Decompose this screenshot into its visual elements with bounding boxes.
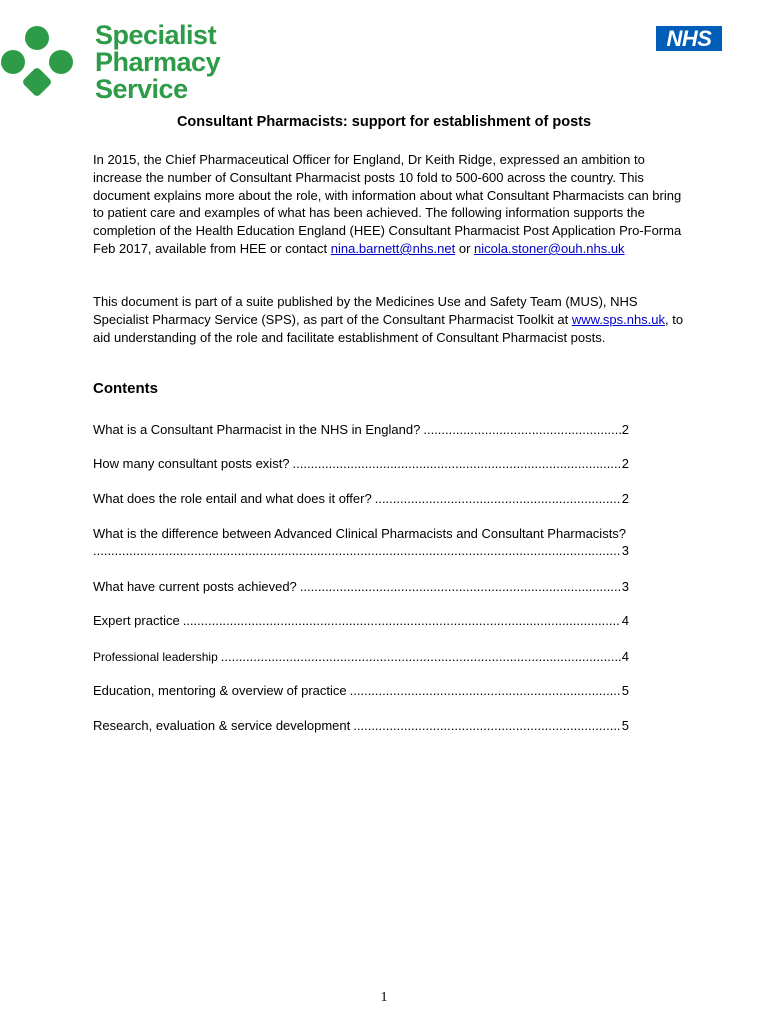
toc-entry-page: 4	[621, 613, 629, 628]
toc-entry[interactable]	[93, 525, 629, 559]
toc-entry[interactable]	[93, 612, 629, 629]
suite-text-after: , to aid understanding of the role and facilitate establishment of Consultant Pharmacist posts.	[93, 311, 684, 345]
contents-heading: Contents	[93, 380, 158, 397]
toc-entry-title: What is a Consultant Pharmacist in the NHS in England?	[93, 422, 421, 437]
toc-entry[interactable]	[93, 490, 629, 507]
toc-entry-title: What have current posts achieved?	[93, 579, 297, 594]
toc-entry[interactable]	[93, 682, 629, 699]
toc-entry-page: 5	[621, 718, 629, 733]
toc-entry-page: 3	[621, 543, 629, 558]
intro-paragraph	[93, 151, 693, 258]
logo-line-3: Service	[95, 74, 188, 104]
toc-entry-title: What does the role entail and what does it offer?	[93, 491, 372, 506]
toc-entry-title: Professional leadership	[93, 650, 218, 664]
page-number: 1	[380, 990, 388, 1005]
logo-line-1: Specialist	[95, 20, 217, 50]
toc-entry-page: 2	[621, 456, 629, 471]
toc-entry[interactable]	[93, 648, 629, 666]
toc-entry[interactable]	[93, 455, 629, 472]
toc-entry-page: 3	[621, 579, 629, 594]
document-title: Consultant Pharmacists: support for establishment of posts	[176, 114, 592, 130]
toc-entry[interactable]	[93, 578, 629, 595]
sps-logo-text	[95, 22, 220, 103]
toc-entry-title: Education, mentoring & overview of practice	[93, 683, 347, 698]
toc-entry-title: Expert practice	[93, 613, 180, 628]
toc-entry-title: Research, evaluation & service development	[93, 718, 351, 733]
toc-entry-page: 5	[621, 683, 629, 698]
toc-entry-page: 2	[621, 422, 629, 437]
sps-website-link[interactable]: www.sps.nhs.uk	[571, 311, 666, 327]
toc-entry-page: 4	[621, 649, 629, 664]
toc-entry[interactable]	[93, 421, 629, 438]
sps-logo-mark-icon	[0, 24, 76, 96]
email-link-nina[interactable]: nina.barnett@nhs.net	[330, 240, 456, 256]
suite-paragraph	[93, 293, 693, 346]
intro-text: In 2015, the Chief Pharmaceutical Officer for England, Dr Keith Ridge, expressed an ambition to increase the number of Consultant Pharmacist posts 10 fold to 500-600 across the country. This document explains more about the role, with information about what Consultant Pharmacists can bring to patient care and examples of what has been achieved. The following information supports the completion of the Health Education England (HEE) Consultant Pharmacist Post Application Pro-Forma Feb 2017, available from HEE or contact	[93, 152, 682, 256]
toc-entry-title: How many consultant posts exist?	[93, 456, 290, 471]
toc-entry-page: 2	[621, 491, 629, 506]
email-link-nicola[interactable]: nicola.stoner@ouh.nhs.uk	[474, 240, 625, 256]
toc-entry[interactable]	[93, 717, 629, 734]
toc-entry-title: What is the difference between Advanced Clinical Pharmacists and Consultant Pharmacists?	[93, 526, 627, 541]
or-text: or	[455, 240, 475, 256]
logo-line-2: Pharmacy	[95, 47, 221, 77]
nhs-logo: NHS	[656, 26, 722, 51]
suite-text: This document is part of a suite published by the Medicines Use and Safety Team (MUS), NHS Specialist Pharmacy Service (SPS), as part of the Consultant Pharmacist Toolkit at	[93, 294, 638, 327]
